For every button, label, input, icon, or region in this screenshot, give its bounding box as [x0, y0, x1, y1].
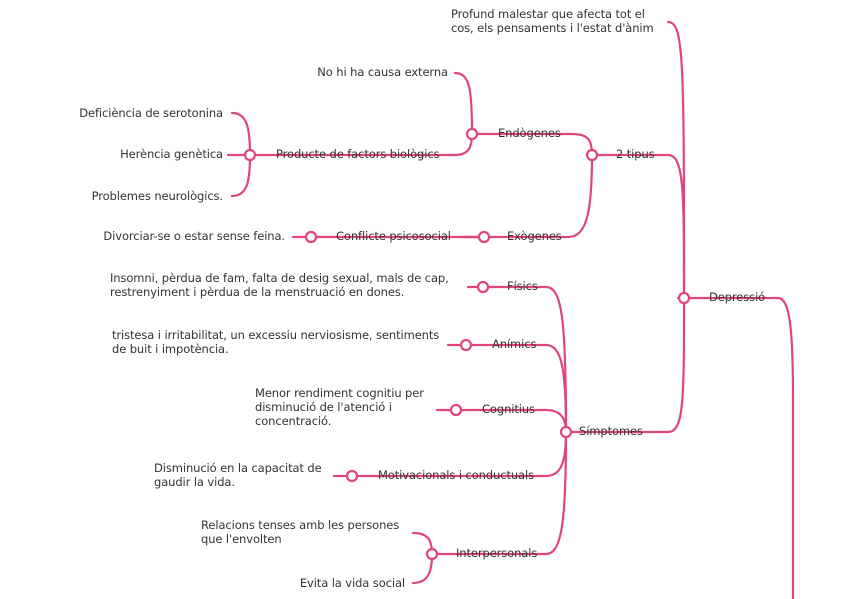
node-cognitius[interactable]: Cognitius [482, 402, 535, 416]
factors-to-neurologics-connector [232, 155, 250, 196]
interpersonals-node-dot [427, 549, 437, 559]
node-definicio[interactable]: Profund malestar que afecta tot el cos, els pensaments i l'estat d'ànim [451, 7, 654, 35]
node-interpersonals[interactable]: Interpersonals [456, 546, 538, 560]
node-endogenes[interactable]: Endògenes [498, 126, 561, 140]
node-fisics-desc[interactable]: Insomni, pèrdua de fam, falta de desig sexual, mals de cap, restrenyiment i pèrdua de la menstruació en dones. [110, 271, 449, 299]
root-to-right-connector [778, 298, 793, 599]
simptomes-to-interpersonals-connector [546, 432, 566, 554]
root-to-simptomes-connector [668, 298, 684, 432]
factors-node-dot [245, 150, 255, 160]
node-herencia[interactable]: Herència genètica [120, 147, 223, 161]
node-exogenes[interactable]: Exògenes [507, 229, 562, 243]
endogenes-node-dot [467, 129, 477, 139]
motivacionals-node-dot [347, 471, 357, 481]
node-animics-desc[interactable]: tristesa i irritabilitat, un excessiu nerviosisme, sentiments de buit i impotència. [112, 328, 440, 356]
cognitius-node-dot [451, 405, 461, 415]
factors-to-serotonina-connector [232, 113, 250, 155]
node-fisics[interactable]: Físics [507, 279, 538, 293]
tipus-node-dot [587, 150, 597, 160]
animics-node-dot [461, 340, 471, 350]
simptomes-to-motivacionals-connector [546, 432, 566, 476]
node-divorciar[interactable]: Divorciar-se o estar sense feina. [103, 229, 285, 243]
conflicte-node-dot [306, 232, 316, 242]
node-conflicte[interactable]: Conflicte psicosocial [336, 229, 451, 243]
node-vida-social[interactable]: Evita la vida social [299, 576, 405, 590]
node-motivacionals-desc[interactable]: Disminució en la capacitat de gaudir la vida. [154, 461, 322, 489]
node-serotonina[interactable]: Deficiència de serotonina [79, 106, 223, 120]
exogenes-node-dot [479, 232, 489, 242]
node-cognitius-desc[interactable]: Menor rendiment cognitiu per disminució de l'atenció i concentració. [255, 386, 424, 428]
node-neurologics[interactable]: Problemes neurològics. [91, 189, 223, 203]
fisics-node-dot [478, 282, 488, 292]
simptomes-node-dot [561, 427, 571, 437]
tipus-to-exogenes-connector [568, 155, 592, 237]
node-relacions[interactable]: Relacions tenses amb les persones que l'envolten [201, 518, 400, 546]
node-factors-biologics[interactable]: Producte de factors biològics [276, 147, 440, 161]
node-depressio[interactable]: Depressió [709, 290, 766, 304]
node-causa-externa[interactable]: No hi ha causa externa [317, 65, 448, 79]
endogenes-to-causa-connector [455, 73, 472, 134]
depressio-node-dot [679, 293, 689, 303]
node-animics[interactable]: Anímics [492, 337, 537, 351]
root-to-tipus-connector [668, 155, 684, 298]
node-simptomes[interactable]: Símptomes [579, 424, 643, 438]
node-2-tipus[interactable]: 2 tipus [616, 147, 655, 161]
node-motivacionals[interactable]: Motivacionals i conductuals [378, 468, 534, 482]
